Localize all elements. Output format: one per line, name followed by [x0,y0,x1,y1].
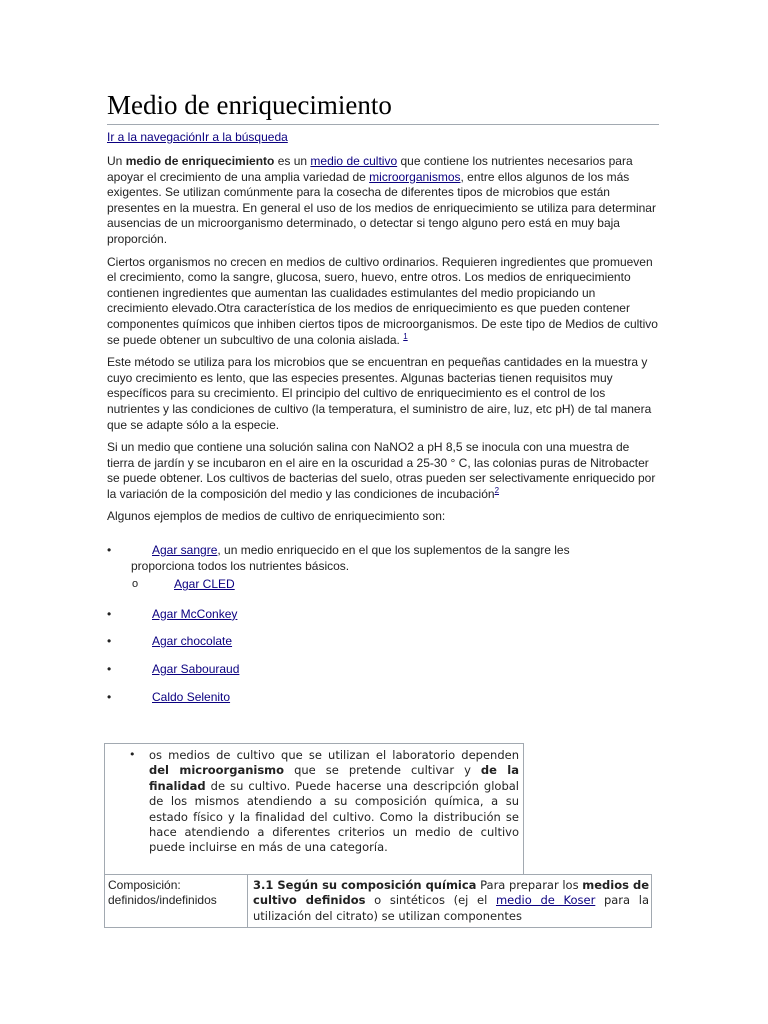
text: , entre ellos algunos de los más exigentes. Se utilizan comúnmente para la cosecha de diferentes tipos de microbios que están presentes en la muestra. En general el uso de los medios de enriquecimiento se utiliza para determinar ausencias de un microorganismo determinado, o detectar si tengo alguno pero está en muy baja proporción. [107,169,656,246]
bullet: • [107,634,112,649]
cell-text: Composición: [108,878,181,892]
list-item [107,662,659,678]
classification-table [104,874,652,928]
paragraph-2 [107,255,659,349]
bullet: • [107,543,112,558]
page-title: Medio de enriquecimiento [107,88,659,125]
text: , un medio enriquecido en el que los suplementos de la sangre les [217,543,570,558]
ring-bullet: o [132,578,139,591]
paragraph-intro [107,154,659,248]
bullet: • [107,689,112,704]
text: para la utilización del citrato) se utilizan componentes [253,893,649,923]
text: Ciertos organismos no crecen en medios de cultivo ordinarios. Requieren ingredientes que promueven el crecimiento, como la sangre, glucosa, suero, huevo, entre otros. Los medios de enriquecimiento contienen ingredientes que aumentan las cualidades estimulantes del medio propiciando un crecimiento elevado.Otra característica de los medios de enriquecimiento es que pueden contener componentes químicos que inhiben ciertos tipos de microorganismos. De este tipo de Medios de cultivo se puede obtener un subcultivo de una colonia aislada. [107,254,658,347]
box-text [149,748,519,856]
link-agar-mcconkey[interactable]: Agar McConkey [152,606,238,621]
text: de su cultivo. Puede hacerse una descripción global de los mismos atendiendo a su composición química, a su estado físico y la finalidad del cultivo. Como la distribución se hace atendiendo a diferentes criterios un medio de cultivo puede incluirse en más de una categoría. [149,778,519,855]
list-item [107,607,659,623]
bullet: • [129,748,136,761]
text: o sintéticos (ej el [365,893,496,908]
paragraph-3: Este método se utiliza para los microbios que se encuentran en pequeñas cantidades en la muestra y cuyo crecimiento es lento, que las especies presentes. Algunas bacterias tienen requisitos muy específicos para su crecimiento. El principio del cultivo de enriquecimiento es el control de los nutrientes y las condiciones de cultivo (la temperatura, el suministro de aire, luz, etc pH) de tal manera que se adapte sólo a la especie. [107,355,652,432]
examples-list [107,543,659,705]
table-cell-content [253,878,649,924]
bold-term: de la finalidad [149,763,519,793]
paragraph-4 [107,440,659,502]
sub-list-item [107,577,659,593]
list-item [107,543,659,593]
link-microorganismos[interactable]: microorganismos [369,169,461,184]
link-agar-sangre[interactable]: Agar sangre [152,543,218,558]
link-caldo-selenito[interactable]: Caldo Selenito [152,689,231,704]
link-agar-sabouraud[interactable]: Agar Sabouraud [152,662,240,677]
bullet: • [107,606,112,621]
culture-media-box [104,743,524,875]
text: que se pretende cultivar y [284,763,481,778]
paragraph-5: Algunos ejemplos de medios de cultivo de enriquecimiento son: [107,509,446,524]
list-item-line: proporciona todos los nutrientes básicos. [131,558,350,573]
table-cell-header [105,875,248,927]
list-item [107,690,659,706]
bullet: • [107,662,112,677]
bold-term: medios de cultivo definidos [253,878,649,908]
cell-text: definidos/indefinidos [108,893,217,908]
text: que contiene los nutrientes necesarios para apoyar el crecimiento de una amplia variedad de [107,154,633,184]
reference-2[interactable]: 2 [494,485,500,495]
link-medio-de-koser[interactable]: medio de Koser [495,893,596,908]
list-item-line [131,543,659,559]
link-agar-cled[interactable]: Agar CLED [174,577,235,592]
section-heading: 3.1 Según su composición química [253,878,477,892]
link-agar-chocolate[interactable]: Agar chocolate [152,634,233,649]
article [107,88,659,717]
reference-1[interactable]: 1 [403,331,408,341]
link-medio-de-cultivo[interactable]: medio de cultivo [310,154,398,168]
list-item [107,634,659,650]
text: Un [107,154,126,168]
text: Si un medio que contiene una solución salina con NaNO2 a pH 8,5 se inocula con una muestra de tierra de jardín y se incubaron en el aire en la oscuridad a 25-30 ° C, las colonias puras de Nitrobacter se puede obtener. Los cultivos de bacterias del suelo, otras pueden ser selectivamente enriquecido por la variación de la composición del medio y las condiciones de incubación [107,440,656,501]
text: es un [274,154,311,168]
text: os medios de cultivo que se utilizan el laboratorio dependen [149,748,519,762]
jump-links[interactable]: Ir a la navegaciónIr a la búsqueda [107,130,288,144]
text: Para preparar los [476,878,583,892]
bold-term: del microorganismo [149,763,285,778]
bold-term: medio de enriquecimiento [125,154,275,168]
